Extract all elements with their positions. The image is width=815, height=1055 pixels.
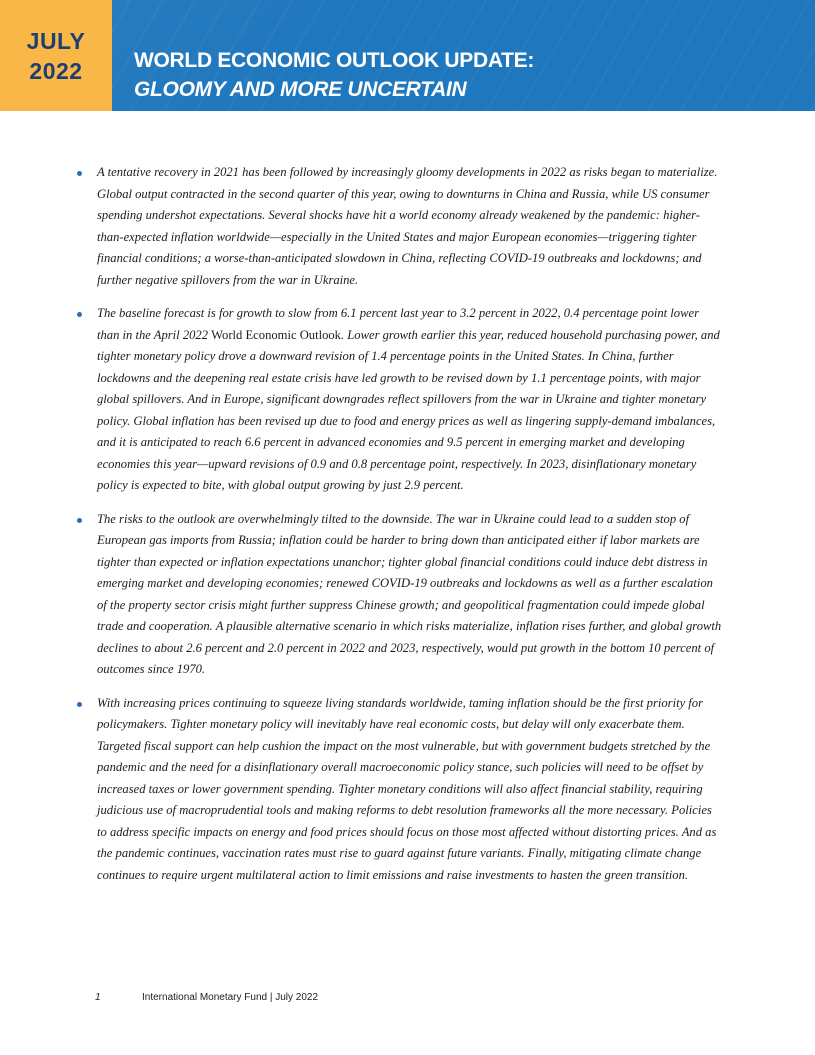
summary-content [70,162,722,898]
bullet-text: With increasing prices continuing to squeeze living standards worldwide, taming inflation should be the first priority for policymakers. Tighter monetary policy will inevitably have real economic costs, but delay will only exacerbate them. Targeted fiscal support can help cushion the impact on the most vulnerable, but with government budgets stretched by the pandemic and the need for a disinflationary overall macroeconomic policy stance, such policies will need to be offset by increased taxes or lower government spending. Tighter monetary conditions will also affect financial stability, requiring judicious use of macroprudential tools and making reforms to debt resolution frameworks all the more necessary. Policies to address specific impacts on energy and food prices should focus on those most affected without distorting prices. And as the pandemic continues, vaccination rates must rise to guard against future variants. Finally, mitigating climate change continues to require urgent multilateral action to limit emissions and raise investments to hasten the green transition. [97,695,717,882]
date-year: 2022 [29,57,83,84]
date-badge [0,0,112,111]
bullet-text: A tentative recovery in 2021 has been followed by increasingly gloomy developments in 2022 as risks began to materialize. Global output contracted in the second quarter of this year, owing to downturns in China and Russia, while US consumer spending undershot expectations. Several shocks have hit a world economy already weakened by the pandemic: higher-than-expected inflation worldwide—especially in the United States and major European economies—triggering tighter financial conditions; a worse-than-anticipated slowdown in China, reflecting COVID-19 outbreaks and lockdowns; and further negative spillovers from the war in Ukraine. [97,165,718,287]
bullet-item [70,693,722,887]
bullet-list [70,162,722,886]
bullet-dot-icon [77,518,82,523]
page-number: 1 [95,992,101,1003]
bullet-text: The risks to the outlook are overwhelmingly tilted to the downside. The war in Ukraine could lead to a sudden stop of European gas imports from Russia; inflation could be harder to bring down than anticipated either if labor markets are tighter than expected or inflation expectations unanchor; tighter global financial conditions could induce debt distress in emerging market and developing economies; renewed COVID-19 outbreaks and lockdowns as well as a further escalation of the property sector crisis might further suppress Chinese growth; and geopolitical fragmentation could impede global trade and cooperation. A plausible alternative scenario in which risks materialize, inflation rises further, and global growth declines to about 2.6 percent and 2.0 percent in 2022 and 2023, respectively, would put growth in the bottom 10 percent of outcomes since 1970. [97,511,722,676]
bullet-text-part: The baseline forecast is for growth to slow from 6.1 percent last year to 3.2 percent in 2022, 0.4 percentage point lower than in the April 2022 [97,306,699,342]
title-line-1: WORLD ECONOMIC OUTLOOK UPDATE: [134,49,535,72]
publication-title: World Economic Outlook [211,327,341,342]
bullet-dot-icon [77,702,82,707]
bullet-dot-icon [77,312,82,317]
footer-source: International Monetary Fund | July 2022 [142,992,319,1003]
bullet-item [70,162,722,291]
page-footer [95,992,318,1003]
bullet-dot-icon [77,171,82,176]
page-title [134,46,534,104]
title-line-2: GLOOMY AND MORE UNCERTAIN [134,78,467,101]
header-banner [0,0,815,111]
bullet-text-part: . Lower growth earlier this year, reduced household purchasing power, and tighter monetary policy drove a downward revision of 1.4 percentage points in the United States. In China, further lockdowns and the deepening real estate crisis have led growth to be revised down by 1.1 percentage points, with major global spillovers. And in Europe, significant downgrades reflect spillovers from the war in Ukraine and tighter monetary policy. Global inflation has been revised up due to food and energy prices as well as lingering supply-demand imbalances, and it is anticipated to reach 6.6 percent in advanced economies and 9.5 percent in emerging market and developing economies this year—upward revisions of 0.9 and 0.8 percentage point, respectively. In 2023, disinflationary monetary policy is expected to bite, with global output growing by just 2.9 percent. [97,327,720,492]
bullet-item [70,303,722,497]
bullet-item [70,509,722,681]
date-month: JULY [26,27,86,54]
